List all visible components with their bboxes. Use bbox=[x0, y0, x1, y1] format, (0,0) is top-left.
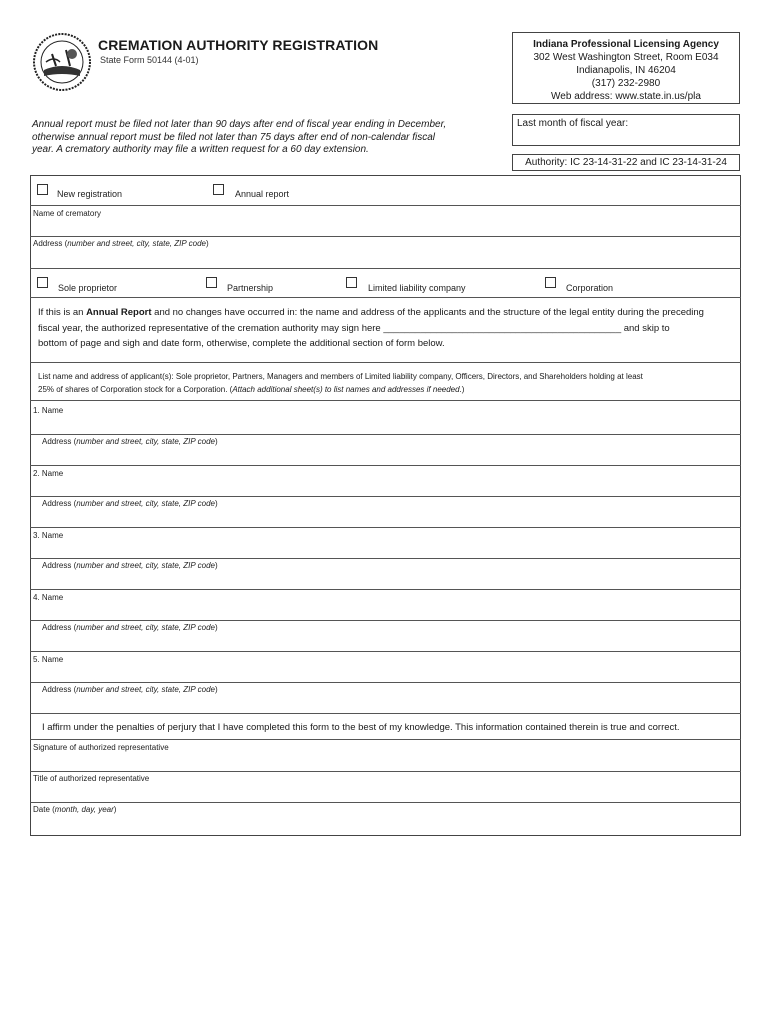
indiana-state-seal-icon bbox=[32, 32, 92, 92]
agency-name: Indiana Professional Licensing Agency bbox=[533, 39, 719, 50]
divider bbox=[30, 236, 741, 237]
title-label: Title of authorized representative bbox=[33, 774, 150, 783]
llc-checkbox[interactable] bbox=[346, 277, 357, 288]
divider bbox=[30, 682, 741, 683]
partnership-label: Partnership bbox=[227, 283, 274, 293]
applicant-1-address-label: Address (number and street, city, state, ZIP code) bbox=[42, 437, 218, 446]
applicant-5-address-label: Address (number and street, city, state, ZIP code) bbox=[42, 685, 218, 694]
perjury-affirmation: I affirm under the penalties of perjury that I have completed this form to the best of my knowledge. This information contained therein is true and correct. bbox=[42, 722, 680, 733]
applicants-instructions: List name and address of applicant(s): Sole proprietor, Partners, Managers and members of Limited liability company, Officers, Directors, and Shareholders holding at least 25% of shares of Corporation stock for a Corporation. (Attach additional sheet(s) to list names and addresses if needed.) bbox=[38, 372, 643, 394]
sole-proprietor-label: Sole proprietor bbox=[58, 283, 118, 293]
divider bbox=[30, 496, 741, 497]
applicant-2-address-label: Address (number and street, city, state, ZIP code) bbox=[42, 499, 218, 508]
applicant-5-name-label: 5. Name bbox=[33, 655, 64, 664]
fiscal-month-label: Last month of fiscal year: bbox=[517, 118, 629, 129]
divider bbox=[30, 802, 741, 803]
applicant-3-address-label: Address (number and street, city, state, ZIP code) bbox=[42, 561, 218, 570]
filing-notice: Annual report must be filed not later than 90 days after end of fiscal year ending in December, otherwise annual report must be filed not later than 75 days after end of non-calendar fiscal year. A crematory authority may file a written request for a 60 day extension. bbox=[32, 119, 447, 155]
annual-report-label: Annual report bbox=[235, 189, 290, 199]
agency-street: 302 West Washington Street, Room E034 bbox=[533, 52, 719, 63]
partnership-checkbox[interactable] bbox=[206, 277, 217, 288]
divider bbox=[30, 651, 741, 652]
fiscal-month-field[interactable] bbox=[512, 114, 740, 146]
applicant-4-address-label: Address (number and street, city, state, ZIP code) bbox=[42, 623, 218, 632]
date-label: Date (month, day, year) bbox=[33, 805, 117, 814]
form-number: State Form 50144 (4-01) bbox=[100, 55, 199, 65]
divider bbox=[30, 527, 741, 528]
divider bbox=[30, 739, 741, 740]
agency-phone: (317) 232-2980 bbox=[591, 78, 661, 89]
llc-label: Limited liability company bbox=[368, 283, 466, 293]
agency-info-box bbox=[512, 32, 740, 104]
divider bbox=[30, 362, 741, 363]
divider bbox=[30, 297, 741, 298]
corporation-label: Corporation bbox=[566, 283, 614, 293]
divider bbox=[30, 558, 741, 559]
applicant-1-name-label: 1. Name bbox=[33, 406, 64, 415]
divider bbox=[30, 205, 741, 206]
divider bbox=[30, 434, 741, 435]
new-registration-checkbox[interactable] bbox=[37, 184, 48, 195]
sole-proprietor-checkbox[interactable] bbox=[37, 277, 48, 288]
divider bbox=[30, 589, 741, 590]
applicant-2-name-label: 2. Name bbox=[33, 469, 64, 478]
applicant-3-name-label: 3. Name bbox=[33, 531, 64, 540]
divider bbox=[30, 268, 741, 269]
divider bbox=[30, 713, 741, 714]
annual-report-checkbox[interactable] bbox=[213, 184, 224, 195]
signature-label: Signature of authorized representative bbox=[33, 743, 169, 752]
applicant-4-name-label: 4. Name bbox=[33, 593, 64, 602]
divider bbox=[30, 400, 741, 401]
annual-report-instructions: If this is an Annual Report and no changes have occurred in: the name and address of the applicants and the structure of the legal entity during the preceding fiscal year, the authorized representative of the cremation authority may sign here _____________________________________________ and skip to bottom of page and sigh and date form, otherwise, complete the additional section of form below. bbox=[38, 307, 704, 349]
authority-citation: Authority: IC 23-14-31-22 and IC 23-14-31-24 bbox=[512, 154, 740, 171]
divider bbox=[30, 771, 741, 772]
agency-city: Indianapolis, IN 46204 bbox=[576, 65, 676, 76]
crematory-name-label: Name of crematory bbox=[33, 209, 102, 218]
agency-web: Web address: www.state.in.us/pla bbox=[551, 91, 701, 102]
form-title: CREMATION AUTHORITY REGISTRATION bbox=[98, 37, 379, 53]
corporation-checkbox[interactable] bbox=[545, 277, 556, 288]
new-registration-label: New registration bbox=[57, 189, 123, 199]
divider bbox=[30, 465, 741, 466]
divider bbox=[30, 620, 741, 621]
crematory-address-label: Address (number and street, city, state, ZIP code) bbox=[33, 239, 209, 248]
